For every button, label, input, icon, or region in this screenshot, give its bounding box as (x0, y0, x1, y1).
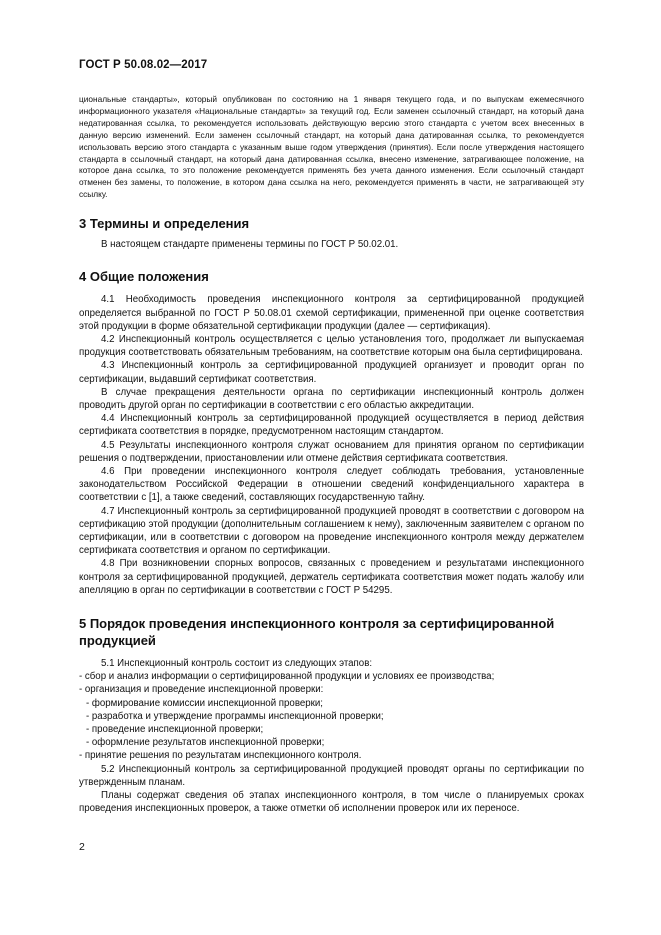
paragraph-4-4: 4.4 Инспекционный контроль за сертифицированной продукцией осуществляется в период действия сертификата соответствия в порядке, предусмотренном настоящим стандартом. (79, 413, 584, 438)
list-item: - формирование комиссии инспекционной проверки; (86, 697, 323, 709)
section-4-title: 4 Общие положения (79, 269, 209, 285)
section-4-body (79, 293, 584, 597)
paragraph-4-3: 4.3 Инспекционный контроль за сертифицированной продукцией организует и проводит орган по сертификации, выдавший сертификат соответствия. (79, 360, 584, 385)
paragraph-4-1: 4.1 Необходимость проведения инспекционного контроля за сертифицированной продукцией определяется выбранной по ГОСТ Р 50.08.01 схемой сертификации, примененной при оценке соответствия этой продукции в форме обязательной сертификации продукции (далее — сертификация). (79, 294, 584, 332)
section-3-text: В настоящем стандарте применены термины по ГОСТ Р 50.02.01. (101, 239, 399, 251)
page-number: 2 (79, 841, 85, 853)
paragraph-4-5: 4.5 Результаты инспекционного контроля служат основанием для принятия органом по сертификации решения о подтверждении, приостановлении или отмене действия сертификата соответствия. (79, 439, 584, 464)
list-item: - проведение инспекционной проверки; (86, 724, 264, 736)
paragraph-4-3-continued: В случае прекращения деятельности органа по сертификации инспекционный контроль должен проводить другой орган по сертификации в соответствии с его областью аккредитации. (79, 386, 584, 411)
paragraph-5-2: 5.2 Инспекционный контроль за сертифицированной продукцией проводят органы по сертификации по утвержденным планам. (79, 763, 584, 788)
paragraph-4-2: 4.2 Инспекционный контроль осуществляется с целью установления того, продолжает ли выпускаемая продукция соответствовать обязательным требованиям, на соответствие которым она была сертифицирована. (79, 333, 584, 359)
list-item: - сбор и анализ информации о сертифицированной продукции и условиях ее производства; (79, 671, 495, 683)
paragraph-4-8: 4.8 При возникновении спорных вопросов, связанных с проведением и результатами инспекционного контроля за сертифицированной продукцией, держатель сертификата соответствия может подать жалобу или апелляцию в орган по сертификации в соответствии с ГОСТ Р 54295. (79, 558, 584, 596)
list-item: - оформление результатов инспекционной проверки; (86, 737, 325, 749)
document-code-header: ГОСТ Р 50.08.02—2017 (79, 59, 208, 71)
paragraph-4-7: 4.7 Инспекционный контроль за сертифицированной продукцией проводят в соответствии с договором на сертификацию этой продукции (дополнительным соглашением к нему), заключенным заявителем с органом по сертификации, или в соответствии с договором на проведение инспекционного контроля между держателем сертификата соответствия и органом по сертификации. (79, 505, 584, 557)
section-5-body (79, 657, 584, 815)
list-item: - организация и проведение инспекционной проверки: (79, 684, 324, 696)
page-content (79, 94, 584, 815)
paragraph-5-1: 5.1 Инспекционный контроль состоит из следующих этапов: (101, 658, 373, 670)
paragraph-4-6: 4.6 При проведении инспекционного контроля следует соблюдать требования, установленные законодательством Российской Федерации в отношении сведений конфиденциального характера в соответствии с [1], а также сведений, составляющих государственную тайну. (79, 466, 584, 504)
intro-paragraph: циональные стандарты», который опубликован по состоянию на 1 января текущего года, и по выпускам ежемесячного информационного указателя «Национальные стандарты» за текущий год. Если заменен ссылочный стандарт, на который дана недатированная ссылка, то рекомендуется использовать действующую версию этого стандарта с учетом всех внесенных в данную версию изменений. Если заменен ссылочный стандарт, на который дана датированная ссылка, то рекомендуется использовать версию этого стандарта с указанным выше годом утверждения (принятия). Если после утверждения настоящего стандарта в ссылочный стандарт, на который дана датированная ссылка, внесено изменение, затрагивающее положение, на которое дана ссылка, то это положение рекомендуется применять без учета данного изменения. Если ссылочный стандарт отменен без замены, то положение, в котором дана ссылка на него, рекомендуется применять в части, не затрагивающей эту ссылку. (79, 94, 584, 200)
paragraph-5-2-continued: Планы содержат сведения об этапах инспекционного контроля, в том числе о планируемых сроках проведения инспекционных проверок, а также отметки об исполнении проверок или их переносе. (79, 790, 584, 815)
stages-list (79, 670, 584, 762)
section-3-body (79, 238, 584, 251)
section-5-title: 5 Порядок проведения инспекционного контроля за сертифицированной продукцией (79, 616, 555, 649)
list-item: - принятие решения по результатам инспекционного контроля. (79, 750, 362, 762)
list-item: - разработка и утверждение программы инспекционной проверки; (86, 710, 384, 722)
section-3-title: 3 Термины и определения (79, 216, 250, 232)
